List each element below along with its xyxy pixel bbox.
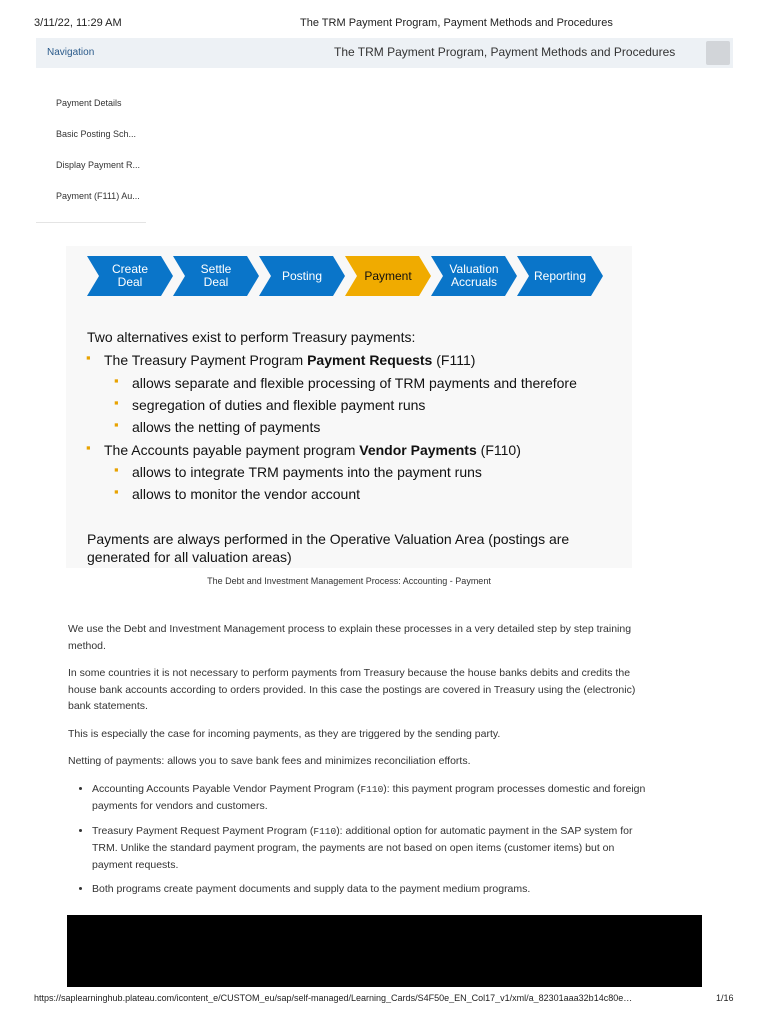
bullet-icon: ▪ — [86, 350, 91, 365]
process-step-label: Deal — [203, 275, 229, 289]
alt2-point: ▪ allows to monitor the vendor account — [114, 484, 361, 502]
sidenav-item-display-payment[interactable]: Display Payment R... — [56, 160, 141, 170]
process-step-label: Reporting — [533, 269, 587, 283]
process-step-label: Create — [111, 262, 149, 276]
sidenav-item-payment-details[interactable]: Payment Details — [56, 98, 122, 108]
process-step — [259, 256, 345, 296]
bullet-icon: ▪ — [114, 417, 119, 432]
process-step — [87, 256, 173, 296]
video-player[interactable] — [67, 915, 702, 987]
process-figure — [66, 246, 632, 568]
paragraph: This is especially the case for incoming payments, as they are triggered by the sending party. — [68, 727, 501, 740]
print-timestamp: 3/11/22, 11:29 AM — [34, 17, 122, 29]
process-step — [345, 256, 431, 296]
side-navigation — [36, 88, 146, 223]
paragraph: Netting of payments: allows you to save bank fees and minimizes reconciliation efforts. — [68, 755, 471, 767]
navigation-link[interactable]: Navigation — [47, 47, 95, 58]
process-step-label: Valuation — [449, 262, 499, 276]
print-page-title: The TRM Payment Program, Payment Methods and Procedures — [300, 17, 613, 29]
list-item: • Treasury Payment Request Payment Program (F110): additional option for automatic payment in the SAP system for TRM. Unlike the standard payment program, the payments are not based on open items (customer items) but on payment requests. — [92, 823, 648, 874]
process-step — [517, 256, 603, 296]
page-title: The TRM Payment Program, Payment Methods and Procedures — [334, 45, 676, 59]
alt1-bullet: ▪ The Treasury Payment Program Payment Requests (F111) — [86, 350, 476, 368]
article-content — [68, 621, 648, 906]
process-step — [173, 256, 259, 296]
list-item: • Accounting Accounts Payable Vendor Payment Program (F110): this payment program processes domestic and foreign payments for vendors and customers. — [92, 781, 648, 815]
process-step-label: Payment — [364, 269, 412, 283]
process-step-label: Posting — [281, 269, 323, 283]
alt1-point: ▪ segregation of duties and flexible payment runs — [114, 395, 426, 413]
bullet-icon: ▪ — [114, 395, 119, 410]
alt2-bullet: ▪ The Accounts payable payment program Vendor Payments (F110) — [86, 440, 521, 458]
paragraph: We use the Debt and Investment Management process to explain these processes in a very detailed step by step training method. — [68, 623, 632, 652]
process-flow-diagram — [66, 246, 632, 306]
bullet-icon: ▪ — [114, 462, 119, 477]
process-step-label: Accruals — [450, 275, 498, 289]
figure-note: Payments are always performed in the Operative Valuation Area (postings are generated for all valuation areas) — [87, 531, 570, 565]
figure-caption: The Debt and Investment Management Process: Accounting - Payment — [207, 576, 491, 586]
top-navbar — [36, 38, 733, 68]
list-item: • Both programs create payment documents and supply data to the payment medium programs. — [92, 881, 648, 898]
bullet-icon: ▪ — [86, 440, 91, 455]
process-step-label: Settle — [200, 262, 232, 276]
menu-button[interactable] — [706, 41, 730, 65]
process-step-label: Deal — [117, 275, 143, 289]
page-number: 1/16 — [716, 993, 734, 1003]
alt2-point: ▪ allows to integrate TRM payments into the payment runs — [114, 462, 482, 480]
process-step — [431, 256, 517, 296]
program-list — [68, 781, 648, 898]
print-header — [0, 0, 768, 36]
sidenav-item-payment-f111[interactable]: Payment (F111) Au... — [56, 191, 140, 201]
bullet-icon: ▪ — [114, 484, 119, 499]
alt1-point: ▪ allows separate and flexible processing of TRM payments and therefore — [114, 373, 577, 391]
figure-intro: Two alternatives exist to perform Treasury payments: — [87, 329, 416, 345]
sidenav-item-basic-posting[interactable]: Basic Posting Sch... — [56, 129, 137, 139]
bullet-icon: ▪ — [114, 373, 119, 388]
print-url: https://saplearninghub.plateau.com/icontent_e/CUSTOM_eu/sap/self-managed/Learning_Cards/S4F50e_EN_Col17_v1/xml/a_82301aaa32b14c80e… — [34, 993, 633, 1003]
paragraph: In some countries it is not necessary to perform payments from Treasury because the house banks debits and credits the house bank accounts according to orders provided. In this case the postings are covered in Treasury using the (electronic) bank statements. — [68, 667, 636, 712]
alt1-point: ▪ allows the netting of payments — [114, 417, 321, 435]
